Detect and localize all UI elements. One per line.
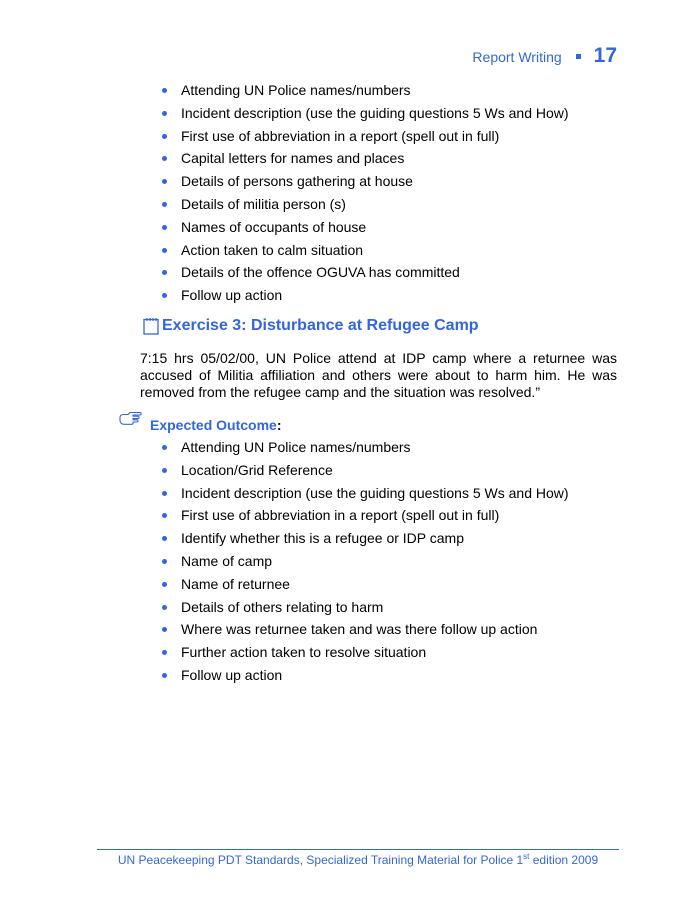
bullet-icon <box>162 513 167 518</box>
list-item <box>0 170 569 193</box>
list-item-text: Details of persons gathering at house <box>181 173 413 190</box>
exercise-title: Exercise 3: Disturbance at Refugee Camp <box>162 317 479 334</box>
expected-outcome-colon: : <box>276 417 282 433</box>
expected-outcome-heading <box>119 411 282 433</box>
notepad-icon <box>143 317 159 335</box>
page-number: 17 <box>593 44 617 67</box>
bullet-icon <box>162 225 167 230</box>
bullet-icon <box>162 179 167 184</box>
footer-text: UN Peacekeeping PDT Standards, Specialized Training Material for Police 1 <box>117 853 524 867</box>
header-title: Report Writing <box>472 49 562 65</box>
footer-superscript: st <box>523 852 530 861</box>
list-item-text: Details of the offence OGUVA has committed <box>181 264 460 281</box>
header-separator-square <box>576 54 581 59</box>
list-item <box>0 527 569 550</box>
expected-outcome-label: Expected Outcome <box>150 417 277 433</box>
list-item <box>0 596 569 619</box>
bullet-icon <box>162 270 167 275</box>
bullet-icon <box>162 445 167 450</box>
list-item <box>0 216 569 239</box>
list-item <box>0 284 569 307</box>
running-footer <box>97 852 619 867</box>
checklist-expected-outcome <box>0 436 569 687</box>
list-item <box>0 79 569 102</box>
list-item-text: Attending UN Police names/numbers <box>181 439 411 455</box>
bullet-icon <box>162 673 167 678</box>
running-header <box>472 44 617 68</box>
list-item-text: Attending UN Police names/numbers <box>181 82 411 98</box>
list-item-text: First use of abbreviation in a report (spell out in full) <box>181 507 500 524</box>
list-item-text: Where was returnee taken and was there follow up action <box>181 621 538 638</box>
list-item <box>0 193 569 216</box>
bullet-icon <box>162 491 167 496</box>
bullet-icon <box>162 134 167 139</box>
list-item-text: Follow up action <box>181 287 283 304</box>
list-item <box>0 239 569 262</box>
list-item-text: Incident description (use the guiding questions 5 Ws and How) <box>181 484 569 501</box>
bullet-icon <box>162 582 167 587</box>
list-item <box>0 550 569 573</box>
list-item-text: Identify whether this is a refugee or IDP camp <box>181 530 464 547</box>
list-item-text: Follow up action <box>181 666 283 683</box>
list-item <box>0 147 569 170</box>
list-item-text: First use of abbreviation in a report (spell out in full) <box>181 127 500 144</box>
list-item <box>0 482 569 505</box>
list-item <box>0 504 569 527</box>
list-item-text: Incident description (use the guiding questions 5 Ws and How) <box>181 104 569 121</box>
list-item <box>0 618 569 641</box>
list-item-text: Name of camp <box>181 552 273 569</box>
list-item-text: Capital letters for names and places <box>181 150 405 167</box>
exercise-heading <box>143 317 479 335</box>
list-item <box>0 125 569 148</box>
list-item-text: Action taken to calm situation <box>181 241 364 258</box>
scenario-paragraph: 7:15 hrs 05/02/00, UN Police attend at IDP camp where a returnee was accused of Militia affiliation and others were about to harm him. He was removed from the refugee camp and the situation was resolved.” <box>140 350 617 400</box>
list-item <box>0 261 569 284</box>
footer-text-end: edition 2009 <box>529 853 599 867</box>
bullet-icon <box>162 468 167 473</box>
checklist-previous-exercise <box>0 79 569 307</box>
bullet-icon <box>162 536 167 541</box>
bullet-icon <box>162 248 167 253</box>
list-item <box>0 102 569 125</box>
list-item-text: Name of returnee <box>181 575 290 592</box>
list-item-text: Names of occupants of house <box>181 218 367 235</box>
list-item-text: Details of others relating to harm <box>181 598 384 615</box>
bullet-icon <box>162 627 167 632</box>
list-item-text: Location/Grid Reference <box>181 461 333 478</box>
bullet-icon <box>162 559 167 564</box>
list-item <box>0 664 569 687</box>
bullet-icon <box>162 650 167 655</box>
list-item <box>0 436 569 459</box>
bullet-icon <box>162 88 167 93</box>
bullet-icon <box>162 202 167 207</box>
bullet-icon <box>162 605 167 610</box>
list-item-text: Details of militia person (s) <box>181 195 346 212</box>
list-item <box>0 573 569 596</box>
list-item <box>0 459 569 482</box>
bullet-icon <box>162 111 167 116</box>
list-item-text: Further action taken to resolve situation <box>181 644 427 661</box>
list-item <box>0 641 569 664</box>
bullet-icon <box>162 156 167 161</box>
bullet-icon <box>162 293 167 298</box>
pointing-hand-icon <box>119 411 143 425</box>
footer-rule <box>97 849 619 850</box>
